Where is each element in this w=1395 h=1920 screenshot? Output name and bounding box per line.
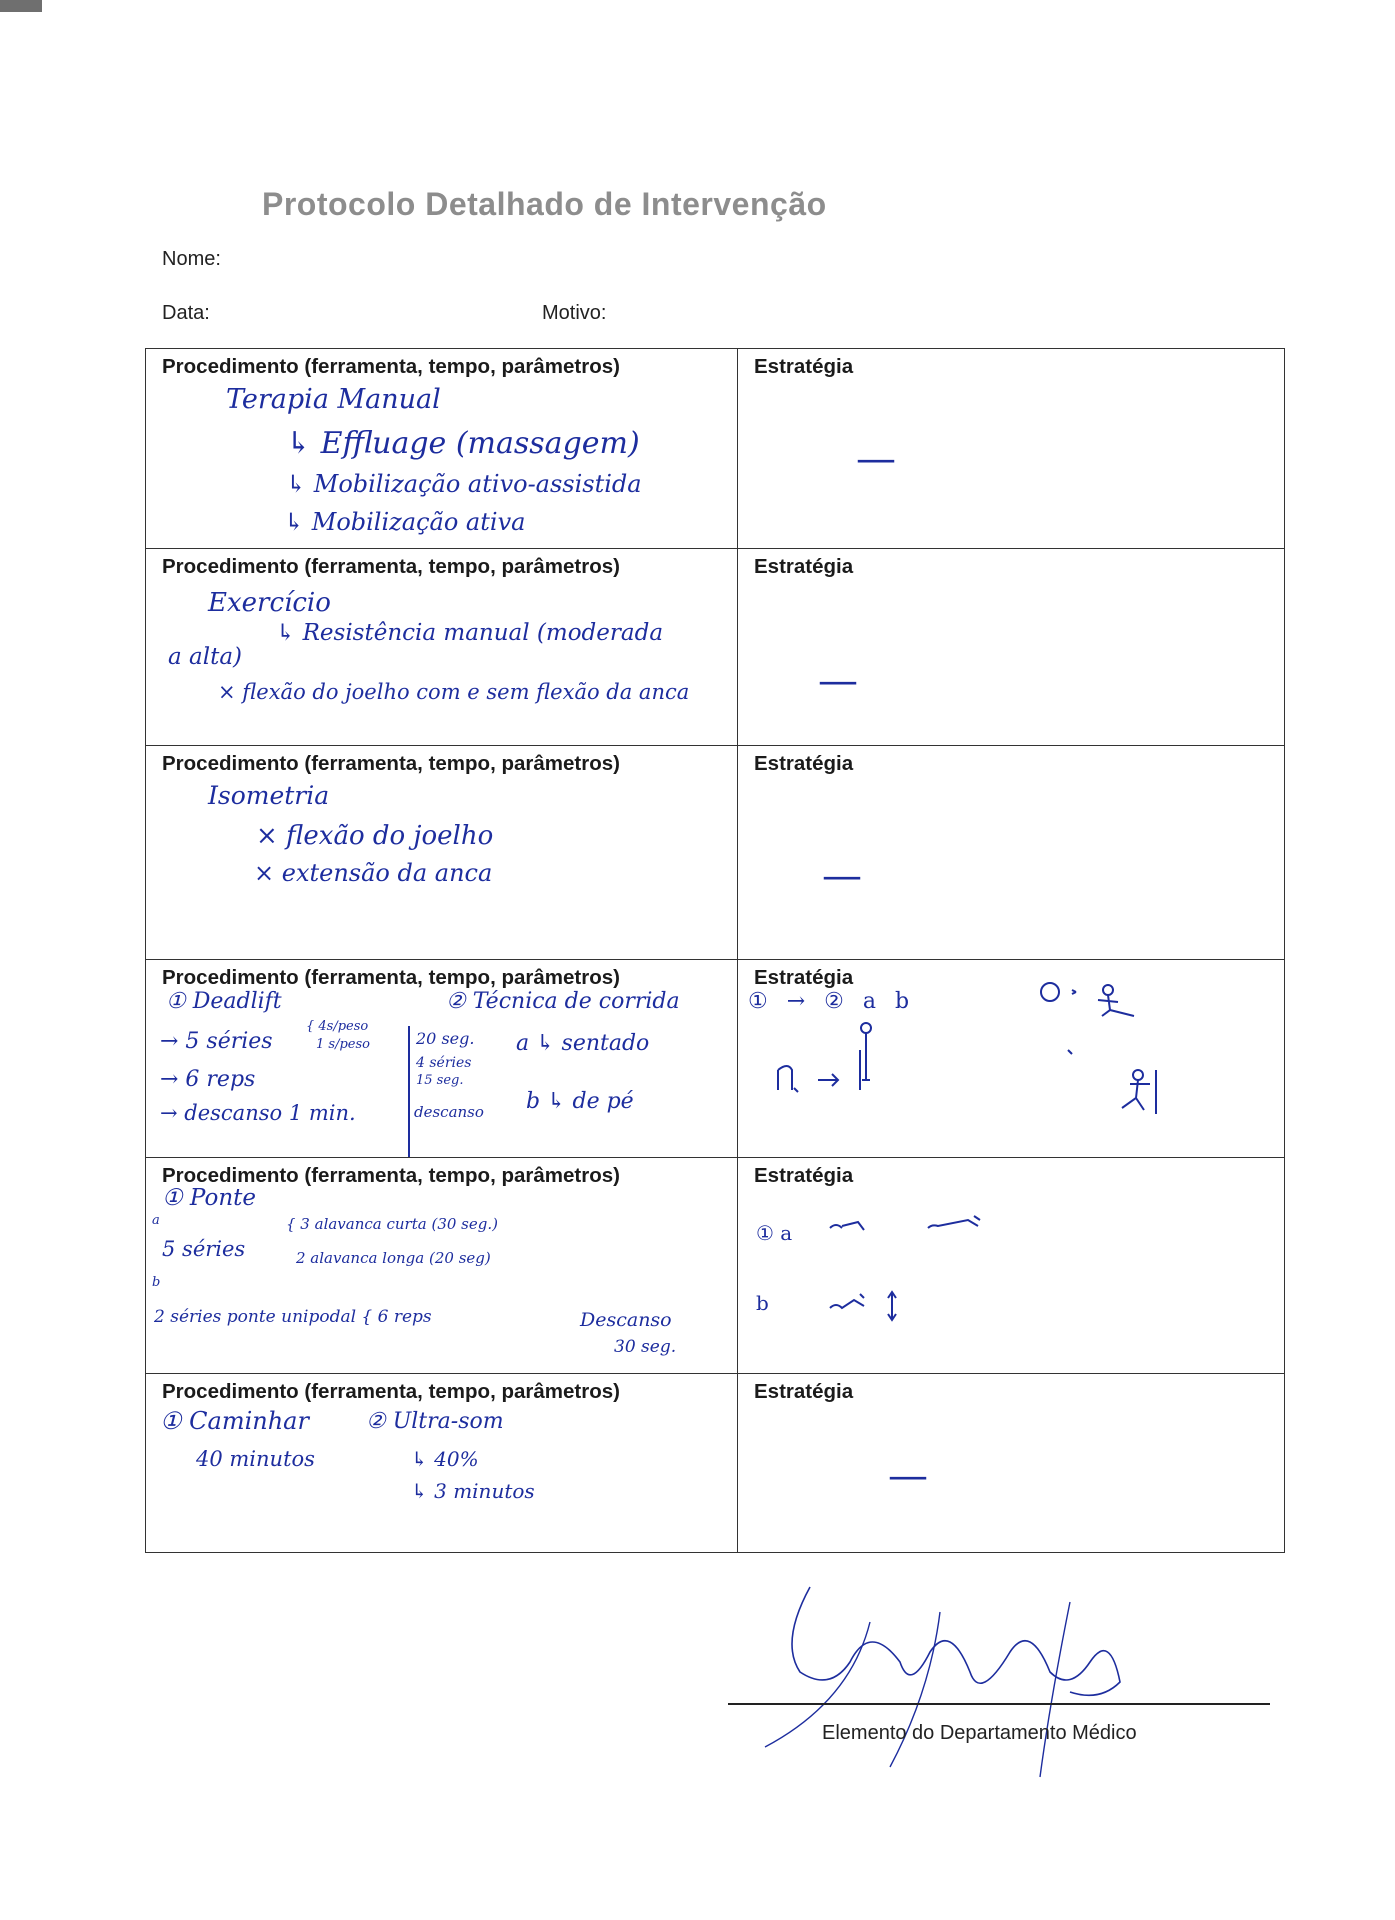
procedure-header: Procedimento (ferramenta, tempo, parâmetros) — [162, 555, 620, 578]
procedure-cell — [146, 960, 738, 1158]
hw-line: Isometria — [208, 781, 330, 810]
signature-role-label: Elemento do Departamento Médico — [822, 1722, 1137, 1744]
motivo-label: Motivo: — [542, 302, 607, 324]
strategy-dash: — — [888, 1453, 928, 1499]
strategy-cell — [738, 960, 1285, 1158]
strategy-dash: — — [856, 436, 896, 482]
hw-line: { 4s/peso — [306, 1019, 369, 1034]
hw-line: ↳ Resistência manual (moderada — [276, 620, 664, 646]
procedure-header: Procedimento (ferramenta, tempo, parâmetros) — [162, 966, 620, 989]
hw-line: a — [152, 1213, 160, 1228]
hw-line: Terapia Manual — [226, 384, 441, 415]
nome-label: Nome: — [162, 248, 221, 270]
deadlift-sketch — [768, 1010, 888, 1100]
strategy-labels: ① → ② a b — [748, 989, 916, 1014]
table-row — [146, 549, 1285, 746]
hw-line: 5 séries — [162, 1237, 246, 1261]
strategy-cell — [738, 1158, 1285, 1374]
hw-line: Descanso — [580, 1309, 672, 1331]
table-row — [146, 746, 1285, 960]
table-row — [146, 1158, 1285, 1374]
table-row — [146, 349, 1285, 549]
hw-divider-stroke — [408, 1026, 410, 1158]
hw-line: ① Ponte — [162, 1185, 256, 1211]
strategy-labels: ① a b — [756, 1221, 793, 1315]
page-title: Protocolo Detalhado de Intervenção — [262, 186, 827, 222]
procedure-header: Procedimento (ferramenta, tempo, parâmetros) — [162, 355, 620, 378]
strategy-header: Estratégia — [754, 966, 854, 989]
hw-line: 30 seg. — [614, 1337, 677, 1357]
procedure-header: Procedimento (ferramenta, tempo, parâmetros) — [162, 1380, 620, 1403]
hw-line: 2 séries ponte unipodal { 6 reps — [154, 1307, 432, 1327]
strategy-header: Estratégia — [754, 752, 854, 775]
table-row — [146, 1374, 1285, 1553]
hw-line: ① Caminhar — [160, 1407, 309, 1435]
signature-line — [728, 1703, 1270, 1705]
hw-line: → descanso 1 min. — [160, 1101, 356, 1125]
hw-line: × flexão do joelho com e sem flexão da anca — [218, 680, 690, 704]
hw-line: ↳ 40% — [411, 1447, 479, 1471]
strategy-dash: — — [818, 658, 858, 704]
strategy-header: Estratégia — [754, 555, 854, 578]
strategy-header: Estratégia — [754, 1164, 854, 1187]
hw-line: ↳ Effluage (massagem) — [286, 426, 640, 461]
hw-line: 2 alavanca longa (20 seg) — [296, 1249, 491, 1267]
strategy-cell — [738, 549, 1285, 746]
hw-line: ② Ultra-som — [366, 1409, 504, 1434]
hw-line: → 6 reps — [160, 1067, 256, 1092]
hw-line: 1 s/peso — [316, 1037, 370, 1052]
hw-line: b ↳ de pé — [526, 1089, 634, 1114]
scan-corner-mark — [0, 0, 42, 12]
procedure-cell — [146, 746, 738, 960]
procedure-header: Procedimento (ferramenta, tempo, parâmetros) — [162, 752, 620, 775]
hw-line: b — [152, 1275, 161, 1290]
hw-line: ↳ 3 minutos — [411, 1479, 535, 1503]
protocol-table — [145, 348, 1285, 1553]
hw-line: a alta) — [168, 644, 243, 670]
hw-line: 40 minutos — [196, 1447, 315, 1471]
hw-line: → 5 séries — [160, 1029, 273, 1054]
hw-line: ↳ Mobilização ativo-assistida — [286, 470, 642, 498]
procedure-header: Procedimento (ferramenta, tempo, parâmetros) — [162, 1164, 620, 1187]
procedure-cell — [146, 549, 738, 746]
running-sketch — [1038, 980, 1188, 1150]
hw-line: a ↳ sentado — [516, 1031, 650, 1056]
procedure-cell — [146, 1374, 738, 1553]
signature-scribble — [740, 1582, 1160, 1782]
strategy-header: Estratégia — [754, 1380, 854, 1403]
hw-line: × extensão da anca — [254, 859, 493, 887]
strategy-dash: — — [822, 853, 862, 899]
hw-line: Exercício — [208, 588, 331, 618]
data-label: Data: — [162, 302, 210, 324]
strategy-cell — [738, 1374, 1285, 1553]
hw-line: ① Deadlift — [166, 989, 282, 1014]
strategy-cell — [738, 746, 1285, 960]
procedure-cell — [146, 349, 738, 549]
bridge-sketch — [828, 1208, 1048, 1338]
procedure-cell — [146, 1158, 738, 1374]
hw-line: ↳ Mobilização ativa — [284, 508, 526, 536]
hw-line: 15 seg. — [416, 1073, 464, 1088]
hw-line: × flexão do joelho — [256, 821, 494, 851]
hw-line: ② Técnica de corrida — [446, 989, 680, 1014]
hw-line: 4 séries — [416, 1055, 472, 1071]
hw-line: { 3 alavanca curta (30 seg.) — [286, 1215, 498, 1233]
hw-line: descanso — [414, 1103, 484, 1121]
strategy-cell — [738, 349, 1285, 549]
table-row — [146, 960, 1285, 1158]
strategy-header: Estratégia — [754, 355, 854, 378]
hw-line: 20 seg. — [416, 1029, 475, 1048]
